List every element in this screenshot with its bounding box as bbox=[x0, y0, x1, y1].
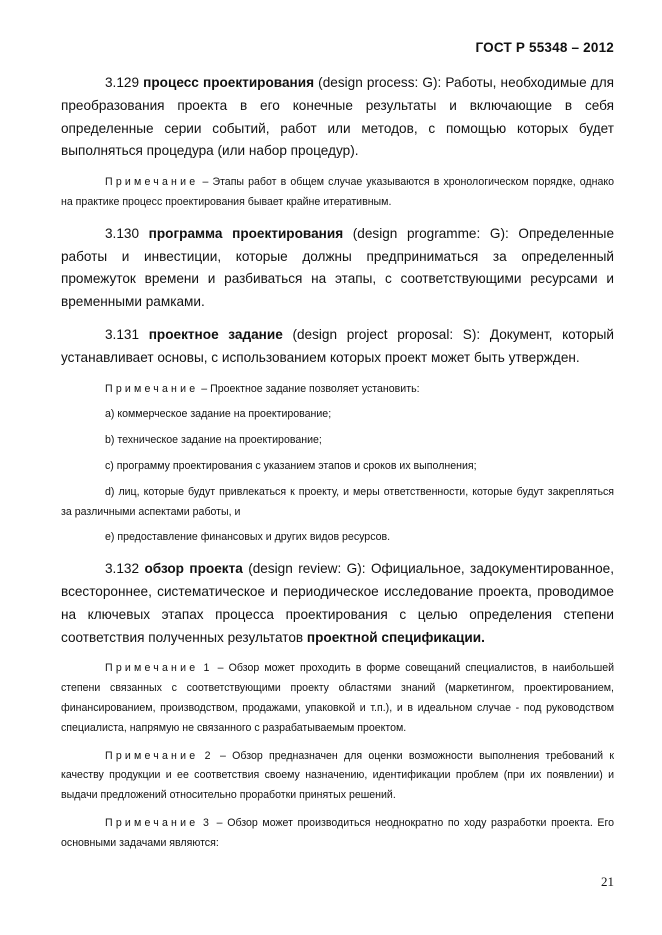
note-label: Примечание bbox=[105, 816, 199, 829]
note-text: Обзор может производиться неоднократно по ходу разработки проекта. Его основными задачами являются: bbox=[61, 816, 615, 849]
note-dash: – bbox=[216, 816, 223, 829]
note-list-item: с) программу проектирования с указанием этапов и сроков их выполнения; bbox=[105, 459, 477, 472]
note-number: 1 bbox=[203, 662, 213, 675]
standard-designation: ГОСТ Р 55348 – 2012 bbox=[475, 40, 614, 55]
note-3-132-1 bbox=[61, 659, 614, 738]
term-title: программа проектирования bbox=[148, 225, 344, 241]
note-label: Примечание bbox=[105, 749, 199, 762]
note-number: 3 bbox=[202, 816, 213, 829]
note-3-132-2 bbox=[61, 747, 614, 806]
page-content bbox=[61, 72, 614, 862]
page-number: 21 bbox=[601, 874, 614, 889]
note-label: Примечание bbox=[105, 176, 199, 189]
term-entry-3-131 bbox=[61, 324, 614, 370]
note-dash: – bbox=[201, 382, 208, 395]
note-dash: – bbox=[217, 662, 224, 675]
note-list-item: е) предоставление финансовых и других видов ресурсов. bbox=[105, 531, 391, 544]
term-entry-3-130 bbox=[61, 223, 614, 314]
note-list-item: d) лиц, которые будут привлекаться к проекту, и меры ответственности, которые будут закрепляться за различными аспектами работы, и bbox=[61, 485, 614, 518]
note-text: Обзор предназначен для оценки возможности выполнения требований к качеству продукции и ее соответствия своему назначению, идентификации проблем (при их появлении) и выдачи предложений относительно проработки принятых решений. bbox=[61, 749, 614, 802]
note-3-129 bbox=[61, 173, 614, 213]
term-reference: проектной спецификации. bbox=[306, 629, 485, 645]
note-3-132-3 bbox=[61, 814, 614, 854]
note-number: 2 bbox=[204, 749, 214, 762]
term-number: 3.131 bbox=[105, 326, 140, 342]
term-title: процесс проектирования bbox=[143, 75, 315, 90]
note-text: Проектное задание позволяет установить: bbox=[210, 382, 420, 395]
term-entry-3-132 bbox=[61, 558, 614, 649]
term-number: 3.130 bbox=[105, 225, 140, 241]
term-definition: (design review: G): Официальное, задокументированное, всестороннее, систематическое и периодическое исследование проекта, проводимое на ключевых этапах процесса проектирования с целью определения степени соответствия полученных результатов bbox=[61, 561, 614, 645]
term-title: обзор проекта bbox=[144, 561, 243, 577]
term-definition: (design process: G): Работы, необходимые для преобразования проекта в его конечные результаты и включающие в себя определенные серии событий, работ или методов, с помощью которых будет выполняться процедура (или набор процедур). bbox=[61, 75, 614, 159]
term-title: проектное задание bbox=[148, 326, 283, 342]
note-text: Обзор может проходить в форме совещаний специалистов, в наибольшей степени связанных с соответствующими проекту областями знаний (маркетингом, проектированием, финансированием, производством, продажами, упаковкой и т.п.), и в идеальном случае - под руководством специалиста, напрямую не связанного с разрабатываемым проектом. bbox=[61, 662, 615, 734]
term-number: 3.129 bbox=[105, 75, 140, 90]
note-label: Примечание bbox=[105, 662, 199, 675]
note-3-131 bbox=[61, 380, 614, 400]
term-definition: (design programme: G): Определенные работы и инвестиции, которые должны предприниматься за определенный промежуток времени и разбиваться на этапы, с соответствующими ресурсами и временными рамками. bbox=[61, 225, 615, 310]
note-list-item: b) техническое задание на проектирование; bbox=[105, 434, 322, 447]
term-number: 3.132 bbox=[105, 561, 140, 577]
note-dash: – bbox=[219, 749, 226, 762]
term-definition: (design project proposal: S): Документ, который устанавливает основы, с использованием которых проект может быть утвержден. bbox=[61, 326, 614, 365]
note-list-item: а) коммерческое задание на проектирование; bbox=[105, 408, 332, 421]
note-dash: – bbox=[202, 176, 209, 189]
note-label: Примечание bbox=[105, 382, 199, 395]
term-entry-3-129 bbox=[61, 72, 614, 163]
note-text: Этапы работ в общем случае указываются в хронологическом порядке, однако на практике процесс проектирования бывает крайне итеративным. bbox=[61, 176, 614, 208]
